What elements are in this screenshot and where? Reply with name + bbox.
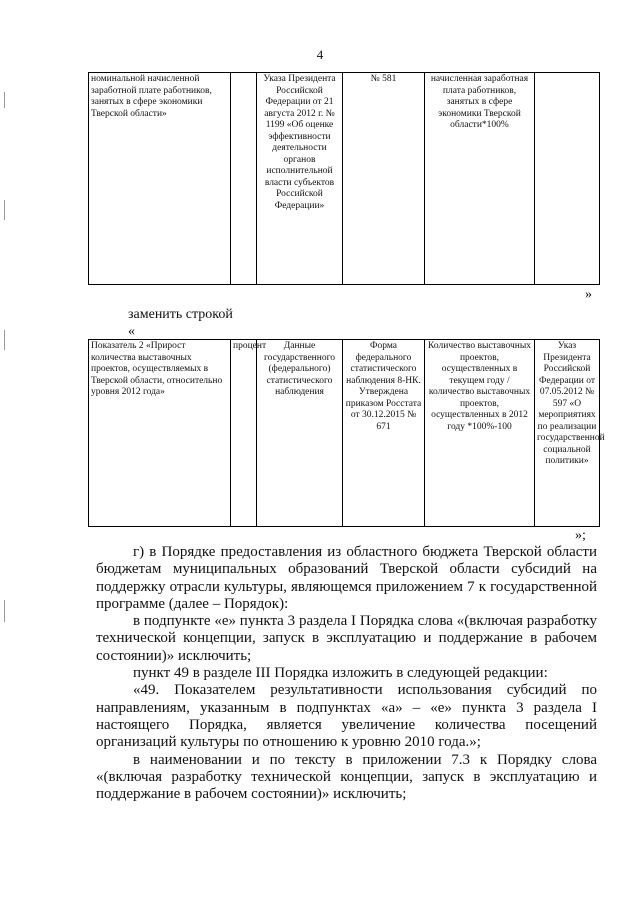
paragraph: «49. Показателем результативности использования субсидий по направлениям, указанным в подпунктах «а» – «е» пункта 3 раздела I настоящего Порядка, является увеличение количества посещений организаций культуры по отношению к уровню 2010 года.»; <box>96 682 597 751</box>
table-new-row <box>88 339 605 527</box>
indicator-cell: Показатель 2 «Прирост количества выставочных проектов, осуществляемых в Тверской области, относительно уровня 2012 года» <box>89 340 231 527</box>
decree-cell: Указ Президента Российской Федерации от 07.05.2012 № 597 «О мероприятиях по реализации государственной социальной политики» <box>535 340 600 527</box>
formula-cell: Количество выставочных проектов, осуществленных в текущем году / количество выставочных проектов, осуществленных в 2012 году *100%-100 <box>425 340 535 527</box>
margin-mark <box>4 330 5 350</box>
form-cell: Форма федерального статистического наблюдения 8-НК. Утверждена приказом Росстата от 30.12.2015 № 671 <box>343 340 425 527</box>
table-row <box>89 73 600 285</box>
closing-quote: » <box>585 287 592 302</box>
closing-quote-semicolon: »; <box>575 528 586 543</box>
paragraph: пункт 49 в разделе III Порядка изложить в следующей редакции: <box>133 665 548 682</box>
opening-quote: « <box>128 324 135 339</box>
paragraph: г) в Порядке предоставления из областного бюджета Тверской области бюджетам муниципальных образований Тверской области субсидий на поддержку отрасли культуры, являющемся приложением 7 к государственной программе (далее – Порядок): <box>96 544 597 612</box>
margin-mark <box>4 600 5 622</box>
table-old-row <box>88 72 600 285</box>
formula-cell: начисленная заработная плата работников, занятых в сфере экономики Тверской области*100% <box>425 73 535 285</box>
source-cell: Данные государственного (федерального) статистического наблюдения <box>257 340 343 527</box>
extra-cell <box>535 73 600 285</box>
unit-cell: процент <box>231 340 257 527</box>
body-text <box>96 544 597 803</box>
replace-label: заменить строкой <box>128 307 233 322</box>
paragraph: в подпункте «е» пункта 3 раздела I Порядка слова «(включая разработку технической концепции, запуск в эксплуатацию и поддержание в рабочем состоянии)» исключить; <box>96 613 597 664</box>
form-cell: № 581 <box>343 73 425 285</box>
source-cell: Указа Президента Российской Федерации от 21 августа 2012 г. № 1199 «Об оценке эффективности деятельности органов исполнительной власти субъектов Российской Федерации» <box>257 73 343 285</box>
unit-cell <box>231 73 257 285</box>
page-number: 4 <box>316 47 324 62</box>
margin-mark <box>4 200 5 220</box>
margin-mark <box>4 92 5 108</box>
paragraph: в наименовании и по тексту в приложении 7.3 к Порядку слова «(включая разработку технической концепции, запуск в эксплуатацию и поддержание в рабочем состоянии)» исключить; <box>96 751 597 803</box>
table-row <box>89 340 600 527</box>
indicator-cell: номинальной начисленной заработной плате работников, занятых в сфере экономики Тверской области» <box>89 73 231 285</box>
